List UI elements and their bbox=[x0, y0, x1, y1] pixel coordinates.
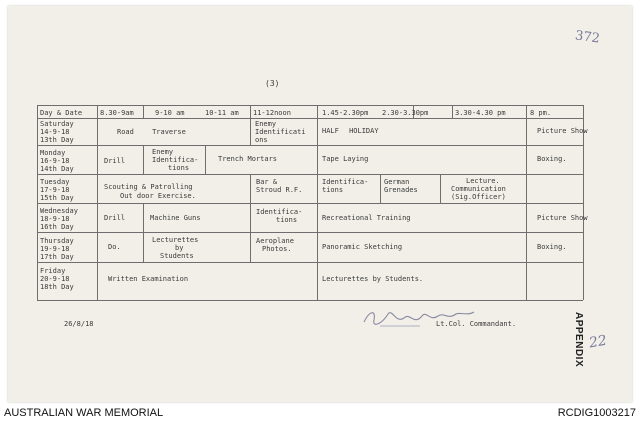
page-number: (3) bbox=[265, 79, 280, 88]
table-cell: Identifica- bbox=[322, 178, 369, 186]
table-cell: Grenades bbox=[384, 186, 418, 194]
table-cell: Aeroplane bbox=[256, 237, 294, 245]
table-cell: ons bbox=[255, 136, 268, 144]
day-cell: 17th Day bbox=[40, 253, 74, 261]
table-cell: Do. bbox=[108, 243, 121, 251]
table-rule bbox=[97, 105, 98, 300]
header-cell: Day & Date bbox=[40, 109, 83, 117]
table-cell: Trench Mortars bbox=[218, 155, 278, 163]
table-rule bbox=[250, 105, 251, 145]
header-cell: 8 pm. bbox=[530, 109, 552, 117]
table-cell: Written Examination bbox=[108, 275, 189, 283]
day-cell: 16th Day bbox=[40, 223, 74, 231]
day-cell: Tuesday bbox=[40, 178, 70, 186]
table-cell: Communication bbox=[451, 185, 506, 193]
table-rule bbox=[143, 203, 144, 232]
table-cell: Lecturettes bbox=[152, 236, 199, 244]
table-cell: Panoramic Sketching bbox=[322, 243, 403, 251]
table-cell: by bbox=[175, 244, 184, 252]
table-rule bbox=[452, 105, 453, 118]
day-cell: 18th Day bbox=[40, 283, 74, 291]
table-cell: Recreational Training bbox=[322, 214, 411, 222]
table-cell: Picture Show bbox=[537, 127, 588, 135]
table-rule bbox=[37, 105, 38, 300]
table-cell: Tape Laying bbox=[322, 155, 369, 163]
table-rule bbox=[37, 145, 583, 146]
table-cell: Picture Show bbox=[537, 214, 588, 222]
appendix-number: 22 bbox=[587, 332, 609, 352]
header-cell: 2.30-3.30pm bbox=[382, 109, 429, 117]
day-cell: 19-9-18 bbox=[40, 245, 70, 253]
table-rule bbox=[143, 145, 144, 174]
table-rule bbox=[205, 145, 206, 174]
header-cell: 9-10 am bbox=[155, 109, 185, 117]
table-cell: Machine Guns bbox=[150, 214, 201, 222]
day-cell: Thursday bbox=[40, 237, 74, 245]
table-cell: Identificati bbox=[255, 128, 306, 136]
table-cell: Lecturettes by Students. bbox=[322, 275, 424, 283]
day-cell: Monday bbox=[40, 149, 66, 157]
day-cell: 16-9-18 bbox=[40, 157, 70, 165]
table-cell: Boxing. bbox=[537, 155, 567, 163]
table-cell: tions bbox=[276, 216, 298, 224]
table-cell: Photos. bbox=[262, 245, 292, 253]
table-cell: HALF HOLIDAY bbox=[322, 127, 379, 135]
header-cell: 8.30-9am bbox=[100, 109, 134, 117]
table-rule bbox=[440, 174, 441, 203]
table-rule bbox=[143, 232, 144, 262]
table-cell: Drill bbox=[104, 157, 126, 165]
day-cell: 20-9-18 bbox=[40, 275, 70, 283]
day-cell: 17-9-18 bbox=[40, 186, 70, 194]
document-page bbox=[8, 6, 632, 402]
table-rule bbox=[250, 203, 251, 232]
day-cell: 14th Day bbox=[40, 165, 74, 173]
table-rule bbox=[37, 105, 583, 106]
table-rule bbox=[317, 105, 318, 300]
header-cell: 10-11 am bbox=[205, 109, 239, 117]
signature-title: Lt.Col. Commandant. bbox=[436, 320, 517, 328]
table-cell: Lecture. bbox=[466, 177, 500, 185]
table-rule bbox=[37, 262, 583, 263]
header-cell: 11-12noon bbox=[253, 109, 291, 117]
table-cell: Road Traverse bbox=[117, 128, 186, 136]
table-cell: Enemy bbox=[255, 120, 277, 128]
table-rule bbox=[37, 118, 583, 119]
footer-record-id: RCDIG1003217 bbox=[557, 407, 636, 419]
day-cell: Wednesday bbox=[40, 207, 78, 215]
day-cell: 14-9-18 bbox=[40, 128, 70, 136]
day-cell: Friday bbox=[40, 267, 66, 275]
table-cell: tions bbox=[168, 164, 190, 172]
table-cell: Stroud R.F. bbox=[256, 186, 303, 194]
archive-number: 372 bbox=[574, 28, 601, 47]
table-rule bbox=[526, 105, 527, 300]
table-rule bbox=[37, 174, 583, 175]
footer-archive-name: AUSTRALIAN WAR MEMORIAL bbox=[4, 407, 164, 419]
table-rule bbox=[37, 300, 583, 301]
table-cell: Identifica- bbox=[256, 208, 303, 216]
header-cell: 1.45-2.30pm bbox=[322, 109, 369, 117]
table-cell: German bbox=[384, 178, 410, 186]
table-cell: Students bbox=[160, 252, 194, 260]
table-cell: Drill bbox=[104, 214, 126, 222]
table-cell: (Sig.Officer) bbox=[451, 193, 506, 201]
table-rule bbox=[37, 232, 583, 233]
table-rule bbox=[250, 174, 251, 203]
table-cell: Out door Exercise. bbox=[120, 192, 196, 200]
table-cell: Identifica- bbox=[152, 156, 199, 164]
table-rule bbox=[143, 105, 144, 118]
day-cell: Saturday bbox=[40, 120, 74, 128]
header-cell: 3.30-4.30 pm bbox=[455, 109, 506, 117]
table-rule bbox=[250, 232, 251, 262]
table-cell: tions bbox=[322, 186, 344, 194]
day-cell: 13th Day bbox=[40, 136, 74, 144]
table-rule bbox=[380, 174, 381, 203]
appendix-label: APPENDIX bbox=[573, 312, 584, 368]
document-date: 26/8/18 bbox=[64, 320, 94, 328]
table-rule bbox=[37, 203, 583, 204]
table-cell: Scouting & Patrolling bbox=[104, 183, 193, 191]
day-cell: 15th Day bbox=[40, 194, 74, 202]
table-cell: Boxing. bbox=[537, 243, 567, 251]
table-cell: Enemy bbox=[152, 148, 174, 156]
table-cell: Bar & bbox=[256, 178, 278, 186]
day-cell: 18-9-18 bbox=[40, 215, 70, 223]
